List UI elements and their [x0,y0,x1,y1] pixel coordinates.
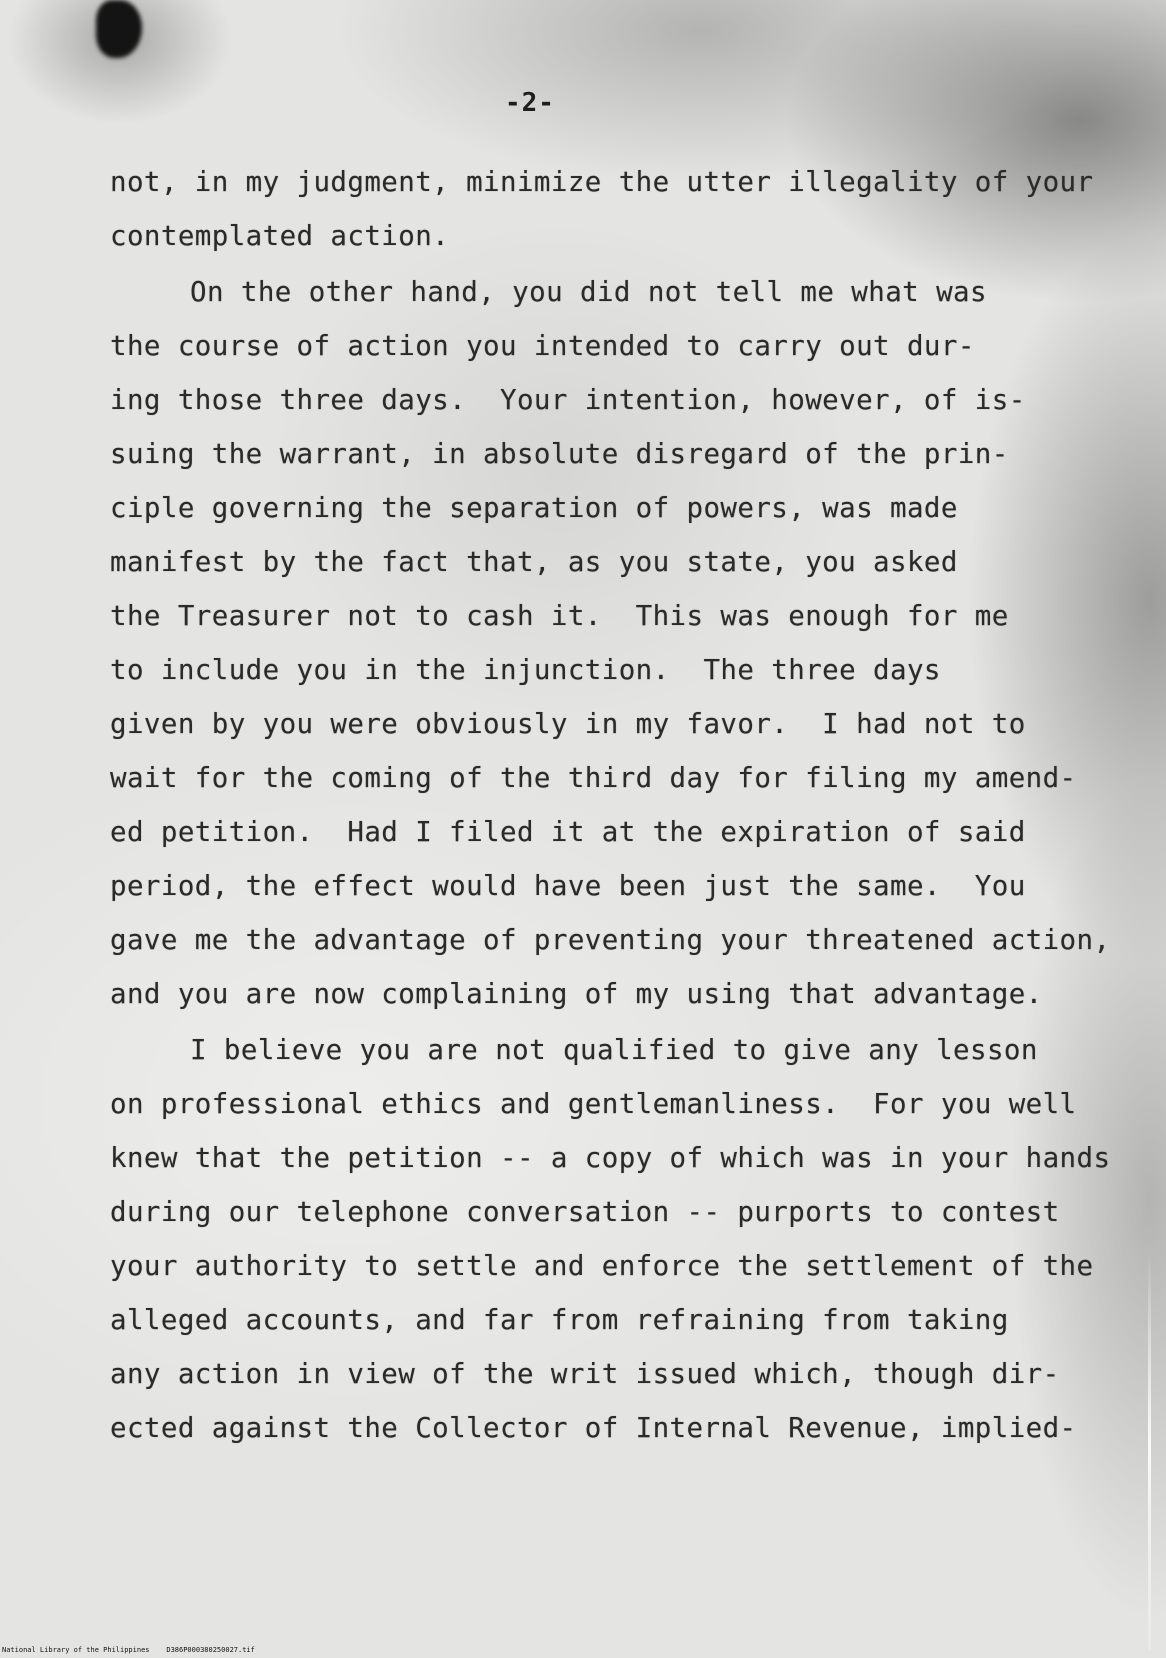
text-line: manifest by the fact that, as you state, you asked [110,546,958,578]
text-line: ing those three days. Your intention, however, of is- [110,384,1026,416]
text-line: wait for the coming of the third day for filing my amend- [110,762,1077,794]
text-line: the Treasurer not to cash it. This was enough for me [110,600,1009,632]
text-line: On the other hand, you did not tell me what was [190,276,987,308]
text-line: and you are now complaining of my using that advantage. [110,978,1043,1010]
text-line: contemplated action. [110,220,450,252]
text-line: your authority to settle and enforce the settlement of the [110,1250,1094,1282]
text-line: the course of action you intended to carry out dur- [110,330,975,362]
text-line: period, the effect would have been just the same. You [110,870,1026,902]
text-line: ed petition. Had I filed it at the expiration of said [110,816,1026,848]
text-line: not, in my judgment, minimize the utter illegality of your [110,166,1094,198]
text-line: on professional ethics and gentlemanliness. For you well [110,1088,1077,1120]
text-line: suing the warrant, in absolute disregard of the prin- [110,438,1009,470]
text-line: gave me the advantage of preventing your threatened action, [110,924,1111,956]
text-line: any action in view of the writ issued which, though dir- [110,1358,1060,1390]
text-line: to include you in the injunction. The three days [110,654,941,686]
text-line: given by you were obviously in my favor. I had not to [110,708,1026,740]
page-number: -2- [505,88,555,118]
text-line: I believe you are not qualified to give any lesson [190,1034,1038,1066]
text-line: knew that the petition -- a copy of which was in your hands [110,1142,1111,1174]
text-line: ected against the Collector of Internal Revenue, implied- [110,1412,1077,1444]
text-line: during our telephone conversation -- purports to contest [110,1196,1060,1228]
text-line: ciple governing the separation of powers, was made [110,492,958,524]
archive-footer: National Library of the Philippines D386P000380250027.tif [2,1646,255,1654]
text-line: alleged accounts, and far from refraining from taking [110,1304,1009,1336]
